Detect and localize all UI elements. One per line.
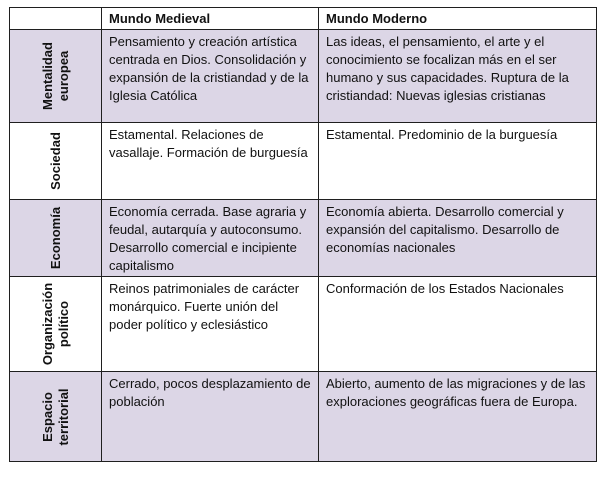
cell-moderno-sociedad: Estamental. Predominio de la burguesía [319, 123, 596, 200]
row-label-line: territorial [55, 387, 71, 446]
cell-moderno-mentalidad: Las ideas, el pensamiento, el arte y el conocimiento se focalizan más en el ser humano y sus capacidades. Ruptura de la cristiandad: Nuevas iglesias cristianas [319, 30, 596, 123]
cell-medieval-espacio: Cerrado, pocos desplazamiento de población [102, 372, 319, 461]
cell-medieval-organizacion: Reinos patrimoniales de carácter monárquico. Fuerte unión del poder político y eclesiástico [102, 277, 319, 372]
row-label-mentalidad [10, 30, 102, 123]
row-label-line: político [55, 300, 71, 348]
cell-moderno-organizacion: Conformación de los Estados Nacionales [319, 277, 596, 372]
cell-moderno-economia: Economía abierta. Desarrollo comercial y expansión del capitalismo. Desarrollo de economías nacionales [319, 200, 596, 277]
row-label-organizacion [10, 277, 102, 372]
header-corner [10, 8, 102, 30]
row-label-espacio [10, 372, 102, 461]
header-mundo-medieval: Mundo Medieval [102, 8, 319, 30]
cell-medieval-economia: Economía cerrada. Base agraria y feudal, autarquía y autoconsumo. Desarrollo comercial e incipiente capitalismo [102, 200, 319, 277]
cell-medieval-sociedad: Estamental. Relaciones de vasallaje. Formación de burguesía [102, 123, 319, 200]
row-label-sociedad [10, 123, 102, 200]
row-label-line: Mentalidad [39, 42, 55, 110]
row-label-line: Organización [39, 282, 55, 366]
table-grid [10, 8, 596, 461]
cell-moderno-espacio: Abierto, aumento de las migraciones y de las exploraciones geográficas fuera de Europa. [319, 372, 596, 461]
row-label-line: Espacio [39, 391, 55, 442]
row-label-line: Sociedad [47, 132, 63, 190]
header-mundo-moderno: Mundo Moderno [319, 8, 596, 30]
cell-medieval-mentalidad: Pensamiento y creación artística centrada en Dios. Consolidación y expansión de la cristiandad y de la Iglesia Católica [102, 30, 319, 123]
row-label-line: Economía [47, 206, 63, 270]
comparison-table [9, 7, 597, 462]
row-label-economia [10, 200, 102, 277]
row-label-line: europea [55, 50, 71, 102]
